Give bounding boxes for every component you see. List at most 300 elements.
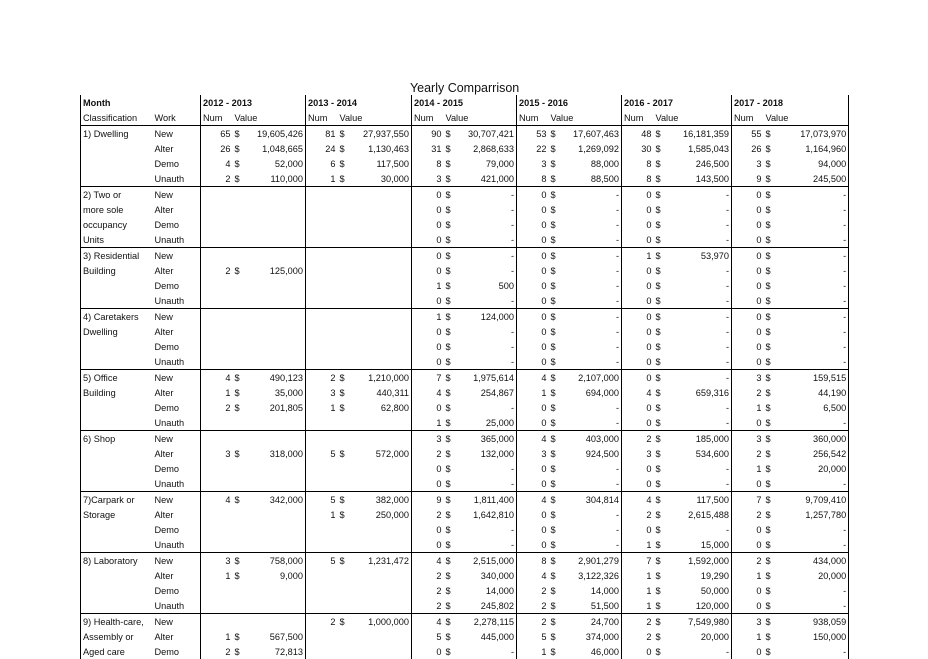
work-cell: New	[153, 248, 201, 264]
work-cell: New	[153, 126, 201, 142]
currency-cell	[233, 614, 247, 630]
value-cell: -	[725, 295, 729, 306]
num-cell: 2	[201, 171, 233, 187]
num-cell: 1	[622, 598, 654, 614]
currency-cell: $	[654, 126, 668, 142]
value-cell: 62,800	[380, 402, 409, 413]
currency-cell: $	[549, 370, 563, 386]
value-cell: 434,000	[778, 553, 849, 569]
num-cell: 1	[622, 568, 654, 583]
table-row	[81, 156, 849, 171]
work-cell: Alter	[154, 631, 174, 642]
currency-cell: $	[234, 570, 240, 581]
currency-cell: $	[444, 187, 458, 203]
currency-cell: $	[765, 326, 771, 337]
value-cell: 117,500	[668, 492, 732, 508]
value-cell: 20,000	[778, 461, 849, 476]
value-cell: 120,000	[695, 600, 729, 611]
currency-cell: $	[550, 600, 556, 611]
num-cell: 4	[517, 492, 549, 508]
value-cell: 14,000	[485, 585, 514, 596]
value-cell: -	[510, 478, 514, 489]
value-cell: -	[615, 265, 619, 276]
value-cell	[247, 339, 306, 354]
num-cell: 3	[201, 446, 233, 461]
num-cell: 4	[412, 385, 444, 400]
value-cell	[247, 293, 306, 309]
value-cell: -	[563, 187, 622, 203]
value-cell	[247, 309, 306, 325]
currency-cell: $	[444, 492, 458, 508]
table-row	[81, 141, 849, 156]
value-cell: 374,000	[585, 631, 619, 642]
currency-cell: $	[549, 248, 563, 264]
currency-cell: $	[765, 356, 771, 367]
currency-cell: $	[445, 280, 451, 291]
year-header: 2017 - 2018	[732, 95, 849, 110]
num-cell: 0	[732, 248, 764, 264]
table-row	[81, 476, 849, 492]
num-cell: 0	[622, 400, 654, 415]
table-row	[81, 583, 849, 598]
currency-cell: $	[765, 173, 771, 184]
num-cell	[306, 309, 338, 325]
value-cell	[247, 354, 306, 370]
num-cell: 4	[622, 492, 654, 508]
num-cell: 0	[732, 324, 764, 339]
table-row	[81, 446, 849, 461]
num-cell	[201, 598, 233, 614]
num-cell: 0	[412, 324, 444, 339]
currency-cell: $	[339, 158, 345, 169]
value-cell: -	[458, 187, 517, 203]
classification-cell: 2) Two or	[81, 187, 153, 203]
currency-cell: $	[445, 646, 451, 657]
work-cell: Alter	[154, 570, 174, 581]
work-cell: Unauth	[154, 356, 185, 367]
value-cell: -	[778, 339, 849, 354]
value-cell: -	[778, 232, 849, 248]
value-cell: -	[778, 187, 849, 203]
value-cell	[247, 583, 306, 598]
currency-cell: $	[445, 417, 451, 428]
value-cell	[247, 614, 306, 630]
num-cell: 3	[622, 446, 654, 461]
value-cell: 758,000	[247, 553, 306, 569]
num-cell: 8	[517, 171, 549, 187]
currency-cell: $	[655, 219, 661, 230]
value-cell: 340,000	[480, 570, 514, 581]
currency-cell: $	[445, 387, 451, 398]
value-cell: -	[725, 326, 729, 337]
currency-cell: $	[655, 158, 661, 169]
currency-cell: $	[655, 539, 661, 550]
value-cell: -	[510, 326, 514, 337]
classification-header: Classification	[81, 110, 153, 126]
num-cell: 0	[732, 583, 764, 598]
currency-cell	[338, 568, 352, 583]
num-cell: 0	[622, 644, 654, 659]
value-cell: -	[725, 204, 729, 215]
currency-cell: $	[550, 631, 556, 642]
num-cell: 0	[412, 522, 444, 537]
value-cell: 1,269,092	[578, 143, 619, 154]
classification-cell: Storage	[81, 507, 153, 522]
value-cell: 79,000	[485, 158, 514, 169]
currency-cell: $	[655, 463, 661, 474]
num-cell: 0	[517, 400, 549, 415]
num-cell	[201, 187, 233, 203]
num-cell	[306, 461, 338, 476]
value-cell: 490,123	[247, 370, 306, 386]
currency-cell	[338, 598, 352, 614]
num-cell	[201, 324, 233, 339]
num-cell: 0	[517, 232, 549, 248]
num-cell: 8	[622, 156, 654, 171]
currency-cell: $	[765, 600, 771, 611]
classification-cell	[81, 537, 153, 553]
currency-cell: $	[550, 387, 556, 398]
num-cell: 0	[517, 339, 549, 354]
currency-cell: $	[654, 553, 668, 569]
num-cell: 0	[517, 522, 549, 537]
currency-cell: $	[765, 341, 771, 352]
num-cell: 8	[622, 171, 654, 187]
work-cell: Unauth	[154, 417, 185, 428]
work-cell: Demo	[154, 463, 180, 474]
comparison-table	[80, 80, 849, 659]
value-header: Value	[339, 112, 363, 123]
num-cell: 2	[412, 583, 444, 598]
num-cell: 0	[732, 278, 764, 293]
currency-cell	[233, 598, 247, 614]
num-cell: 0	[517, 461, 549, 476]
value-cell: -	[510, 402, 514, 413]
num-cell: 0	[412, 476, 444, 492]
num-cell: 2	[412, 446, 444, 461]
currency-cell: $	[655, 478, 661, 489]
num-cell: 1	[517, 644, 549, 659]
currency-cell: $	[655, 143, 661, 154]
table-row	[81, 431, 849, 447]
value-cell: -	[510, 539, 514, 550]
num-cell: 0	[622, 415, 654, 431]
value-cell: 1,642,810	[473, 509, 514, 520]
value-cell	[352, 431, 412, 447]
num-cell: 0	[517, 309, 549, 325]
value-cell: 1,592,000	[668, 553, 732, 569]
value-cell: 201,805	[269, 402, 303, 413]
num-cell: 4	[412, 553, 444, 569]
currency-cell: $	[765, 463, 771, 474]
value-cell: 567,500	[269, 631, 303, 642]
table-row	[81, 644, 849, 659]
currency-cell: $	[654, 309, 668, 325]
work-cell: Alter	[154, 265, 174, 276]
currency-cell: $	[764, 309, 778, 325]
table-row	[81, 202, 849, 217]
value-cell: 1,585,043	[688, 143, 729, 154]
table-row	[81, 385, 849, 400]
num-header: Num	[517, 110, 549, 126]
classification-cell	[81, 156, 153, 171]
value-cell	[247, 415, 306, 431]
currency-cell: $	[445, 448, 451, 459]
work-cell: New	[153, 614, 201, 630]
classification-cell	[81, 415, 153, 431]
num-cell: 0	[517, 415, 549, 431]
value-cell: 360,000	[778, 431, 849, 447]
value-cell: 132,000	[480, 448, 514, 459]
table-row	[81, 614, 849, 630]
currency-cell	[338, 354, 352, 370]
value-cell	[352, 583, 412, 598]
currency-cell: $	[445, 326, 451, 337]
work-cell: Alter	[154, 448, 174, 459]
num-cell: 1	[201, 385, 233, 400]
work-cell: Demo	[154, 158, 180, 169]
num-cell: 2	[201, 400, 233, 415]
currency-cell: $	[765, 204, 771, 215]
currency-cell	[233, 354, 247, 370]
num-cell: 0	[732, 476, 764, 492]
value-cell: 50,000	[700, 585, 729, 596]
num-cell	[201, 202, 233, 217]
table-row	[81, 217, 849, 232]
num-cell	[306, 187, 338, 203]
num-cell: 0	[622, 461, 654, 476]
value-cell: -	[725, 478, 729, 489]
num-cell	[306, 217, 338, 232]
num-cell: 2	[412, 507, 444, 522]
table-row	[81, 126, 849, 142]
value-cell: -	[725, 417, 729, 428]
num-cell: 2	[306, 370, 338, 386]
num-cell: 0	[412, 187, 444, 203]
currency-cell: $	[339, 448, 345, 459]
currency-cell	[338, 644, 352, 659]
value-cell: 694,000	[585, 387, 619, 398]
value-cell: -	[668, 370, 732, 386]
num-cell: 0	[412, 248, 444, 264]
currency-cell	[338, 293, 352, 309]
work-header: Work	[154, 112, 176, 123]
num-cell: 0	[517, 293, 549, 309]
num-cell: 2	[517, 598, 549, 614]
year-header: 2012 - 2013	[201, 95, 306, 110]
value-cell: -	[563, 309, 622, 325]
work-cell: Demo	[154, 341, 180, 352]
num-cell: 0	[622, 522, 654, 537]
table-row	[81, 461, 849, 476]
currency-cell: $	[655, 417, 661, 428]
currency-cell: $	[445, 295, 451, 306]
value-cell: -	[615, 219, 619, 230]
num-cell: 9	[412, 492, 444, 508]
num-cell: 2	[622, 629, 654, 644]
num-cell: 0	[622, 232, 654, 248]
currency-cell: $	[550, 280, 556, 291]
value-cell	[247, 202, 306, 217]
num-cell: 2	[622, 614, 654, 630]
value-cell	[352, 324, 412, 339]
value-cell: -	[615, 356, 619, 367]
value-cell: -	[615, 463, 619, 474]
value-cell	[247, 217, 306, 232]
value-cell: -	[778, 324, 849, 339]
currency-cell: $	[234, 265, 240, 276]
currency-cell: $	[655, 341, 661, 352]
value-cell: 15,000	[700, 539, 729, 550]
classification-cell	[81, 461, 153, 476]
value-cell: 17,073,970	[778, 126, 849, 142]
num-cell: 7	[732, 492, 764, 508]
currency-cell: $	[655, 173, 661, 184]
value-cell: 572,000	[375, 448, 409, 459]
num-cell	[306, 278, 338, 293]
currency-cell: $	[444, 126, 458, 142]
num-cell: 3	[732, 156, 764, 171]
value-cell: 421,000	[480, 173, 514, 184]
num-cell: 0	[732, 232, 764, 248]
num-cell: 2	[732, 507, 764, 522]
num-cell: 0	[622, 187, 654, 203]
value-cell: -	[615, 234, 619, 245]
classification-cell	[81, 171, 153, 187]
num-cell	[306, 598, 338, 614]
classification-cell	[81, 522, 153, 537]
num-cell: 0	[517, 217, 549, 232]
currency-cell: $	[234, 158, 240, 169]
currency-cell: $	[765, 295, 771, 306]
currency-cell: $	[764, 187, 778, 203]
currency-cell: $	[765, 631, 771, 642]
num-cell: 4	[517, 370, 549, 386]
table-row	[81, 278, 849, 293]
value-cell: 143,500	[695, 173, 729, 184]
num-cell: 2	[412, 598, 444, 614]
currency-cell: $	[338, 614, 352, 630]
value-cell	[352, 309, 412, 325]
num-cell: 26	[201, 141, 233, 156]
currency-cell: $	[234, 387, 240, 398]
table-row	[81, 187, 849, 203]
value-cell: 1,000,000	[352, 614, 412, 630]
value-cell: 88,500	[590, 173, 619, 184]
currency-cell: $	[765, 143, 771, 154]
num-cell: 0	[517, 324, 549, 339]
value-cell: -	[615, 402, 619, 413]
value-cell: 7,549,980	[668, 614, 732, 630]
num-cell: 3	[517, 156, 549, 171]
currency-cell	[338, 263, 352, 278]
currency-cell: $	[445, 356, 451, 367]
num-cell	[306, 232, 338, 248]
value-cell: 46,000	[590, 646, 619, 657]
currency-cell	[338, 324, 352, 339]
currency-cell: $	[765, 234, 771, 245]
num-cell: 55	[732, 126, 764, 142]
currency-cell: $	[445, 219, 451, 230]
value-cell: 1,811,400	[458, 492, 517, 508]
currency-cell	[233, 415, 247, 431]
currency-cell: $	[550, 173, 556, 184]
num-cell	[306, 568, 338, 583]
value-header: Value	[234, 112, 258, 123]
value-cell	[247, 232, 306, 248]
classification-cell: 7)Carpark or	[81, 492, 153, 508]
num-cell: 0	[622, 324, 654, 339]
num-cell: 48	[622, 126, 654, 142]
num-cell: 1	[622, 248, 654, 264]
value-cell: 2,278,115	[458, 614, 517, 630]
currency-cell	[233, 217, 247, 232]
currency-cell	[338, 217, 352, 232]
table-row	[81, 553, 849, 569]
num-cell: 2	[622, 507, 654, 522]
num-cell: 0	[412, 263, 444, 278]
value-cell: -	[615, 280, 619, 291]
value-cell	[352, 217, 412, 232]
num-cell: 1	[201, 629, 233, 644]
num-cell	[201, 293, 233, 309]
num-cell: 3	[201, 553, 233, 569]
value-cell: -	[563, 248, 622, 264]
num-cell: 1	[622, 537, 654, 553]
num-cell: 31	[412, 141, 444, 156]
currency-cell: $	[550, 539, 556, 550]
currency-cell	[233, 461, 247, 476]
work-cell: Demo	[154, 646, 180, 657]
value-cell: 245,802	[480, 600, 514, 611]
currency-cell: $	[234, 173, 240, 184]
table-row	[81, 293, 849, 309]
table-row	[81, 248, 849, 264]
value-cell: 16,181,359	[668, 126, 732, 142]
value-cell: -	[510, 356, 514, 367]
currency-cell: $	[445, 173, 451, 184]
value-cell: 72,813	[274, 646, 303, 657]
value-cell	[352, 354, 412, 370]
currency-cell: $	[445, 204, 451, 215]
value-cell: -	[778, 522, 849, 537]
num-cell: 4	[201, 156, 233, 171]
work-cell: Alter	[154, 387, 174, 398]
classification-cell	[81, 339, 153, 354]
num-cell: 0	[732, 415, 764, 431]
value-cell: 534,600	[695, 448, 729, 459]
value-header: Value	[550, 112, 574, 123]
value-header: Value	[655, 112, 679, 123]
value-cell: 53,970	[668, 248, 732, 264]
currency-cell: $	[764, 370, 778, 386]
currency-cell: $	[550, 326, 556, 337]
num-cell: 0	[732, 522, 764, 537]
classification-cell	[81, 293, 153, 309]
value-cell: -	[725, 524, 729, 535]
currency-cell	[233, 583, 247, 598]
classification-cell: 6) Shop	[81, 431, 153, 447]
value-cell: -	[725, 646, 729, 657]
currency-cell: $	[445, 143, 451, 154]
num-cell: 24	[306, 141, 338, 156]
num-cell: 0	[517, 354, 549, 370]
year-header: 2014 - 2015	[412, 95, 517, 110]
work-cell: Unauth	[154, 295, 185, 306]
value-cell	[352, 415, 412, 431]
work-cell: New	[153, 553, 201, 569]
currency-cell: $	[339, 143, 345, 154]
